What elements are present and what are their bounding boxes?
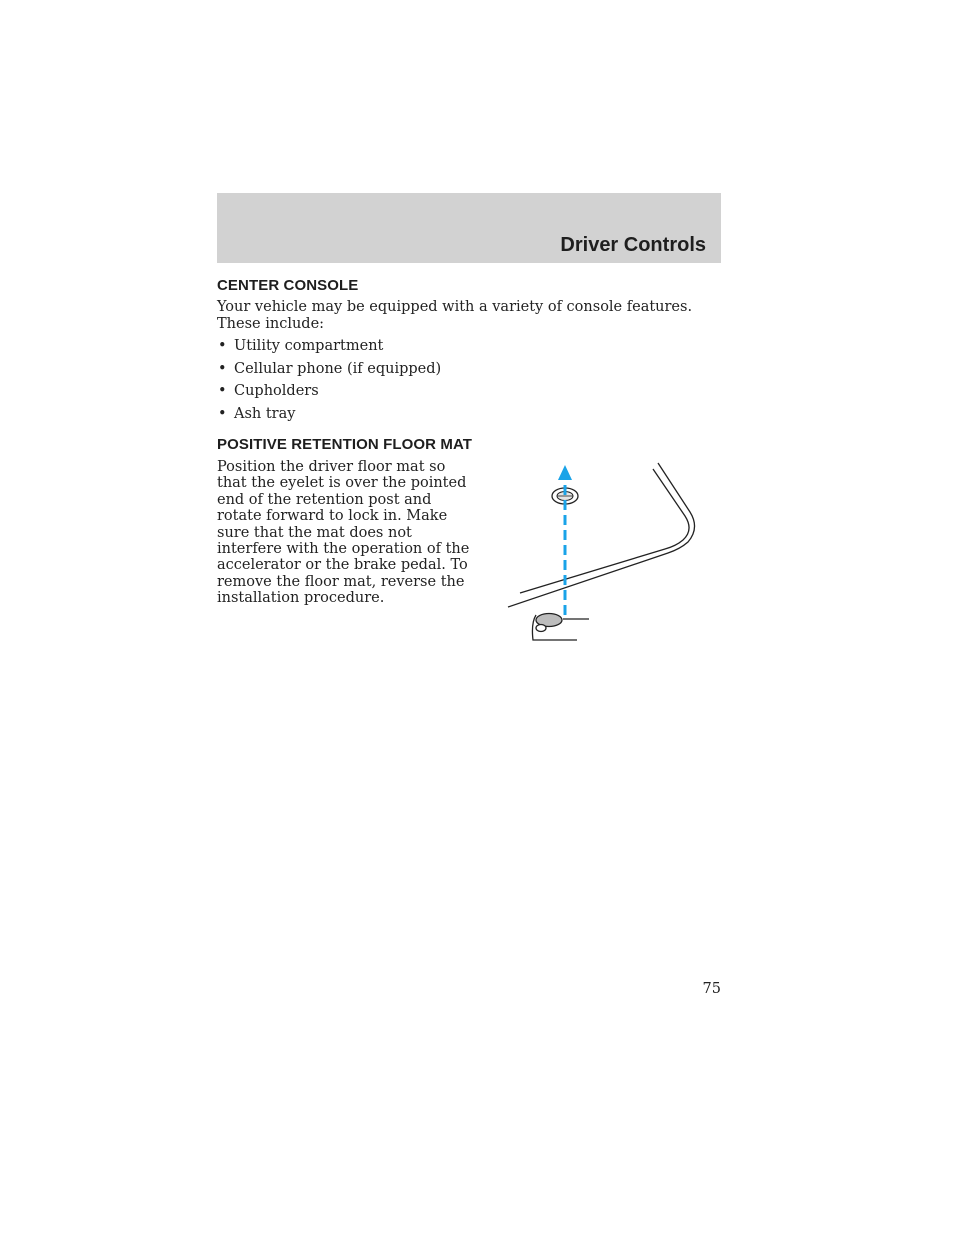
page-number: 75 — [702, 981, 721, 997]
floor-mat-heading: POSITIVE RETENTION FLOOR MAT — [217, 436, 473, 453]
list-item-label: Cupholders — [234, 383, 319, 399]
list-item — [217, 383, 441, 406]
list-item-label: Utility compartment — [234, 338, 384, 354]
list-item — [217, 338, 441, 361]
bullet-icon: • — [218, 360, 227, 377]
console-features-list — [217, 338, 441, 428]
floor-mat-illustration — [500, 460, 705, 650]
center-console-heading: CENTER CONSOLE — [217, 277, 359, 294]
floor-mat-edge — [508, 463, 695, 607]
center-console-intro: Your vehicle may be equipped with a variety of console features. These include: — [217, 299, 693, 332]
bullet-icon: • — [218, 405, 227, 422]
retention-post-icon — [532, 614, 589, 641]
section-header-band — [217, 193, 721, 263]
floor-mat-instructions: Position the driver floor mat so that the eyelet is over the pointed end of the retention post and rotate forward to lock in. Make sure that the mat does not interfere with the operation of the accelerator or the brake pedal. To remove the floor mat, reverse the installation procedure. — [217, 459, 470, 607]
section-title: Driver Controls — [560, 234, 706, 256]
bullet-icon: • — [218, 338, 227, 354]
list-item-label: Ash tray — [234, 405, 296, 422]
list-item — [217, 406, 441, 429]
upward-arrow-icon — [558, 465, 572, 615]
list-item — [217, 361, 441, 384]
list-item-label: Cellular phone (if equipped) — [234, 360, 442, 377]
bullet-icon: • — [218, 383, 227, 399]
